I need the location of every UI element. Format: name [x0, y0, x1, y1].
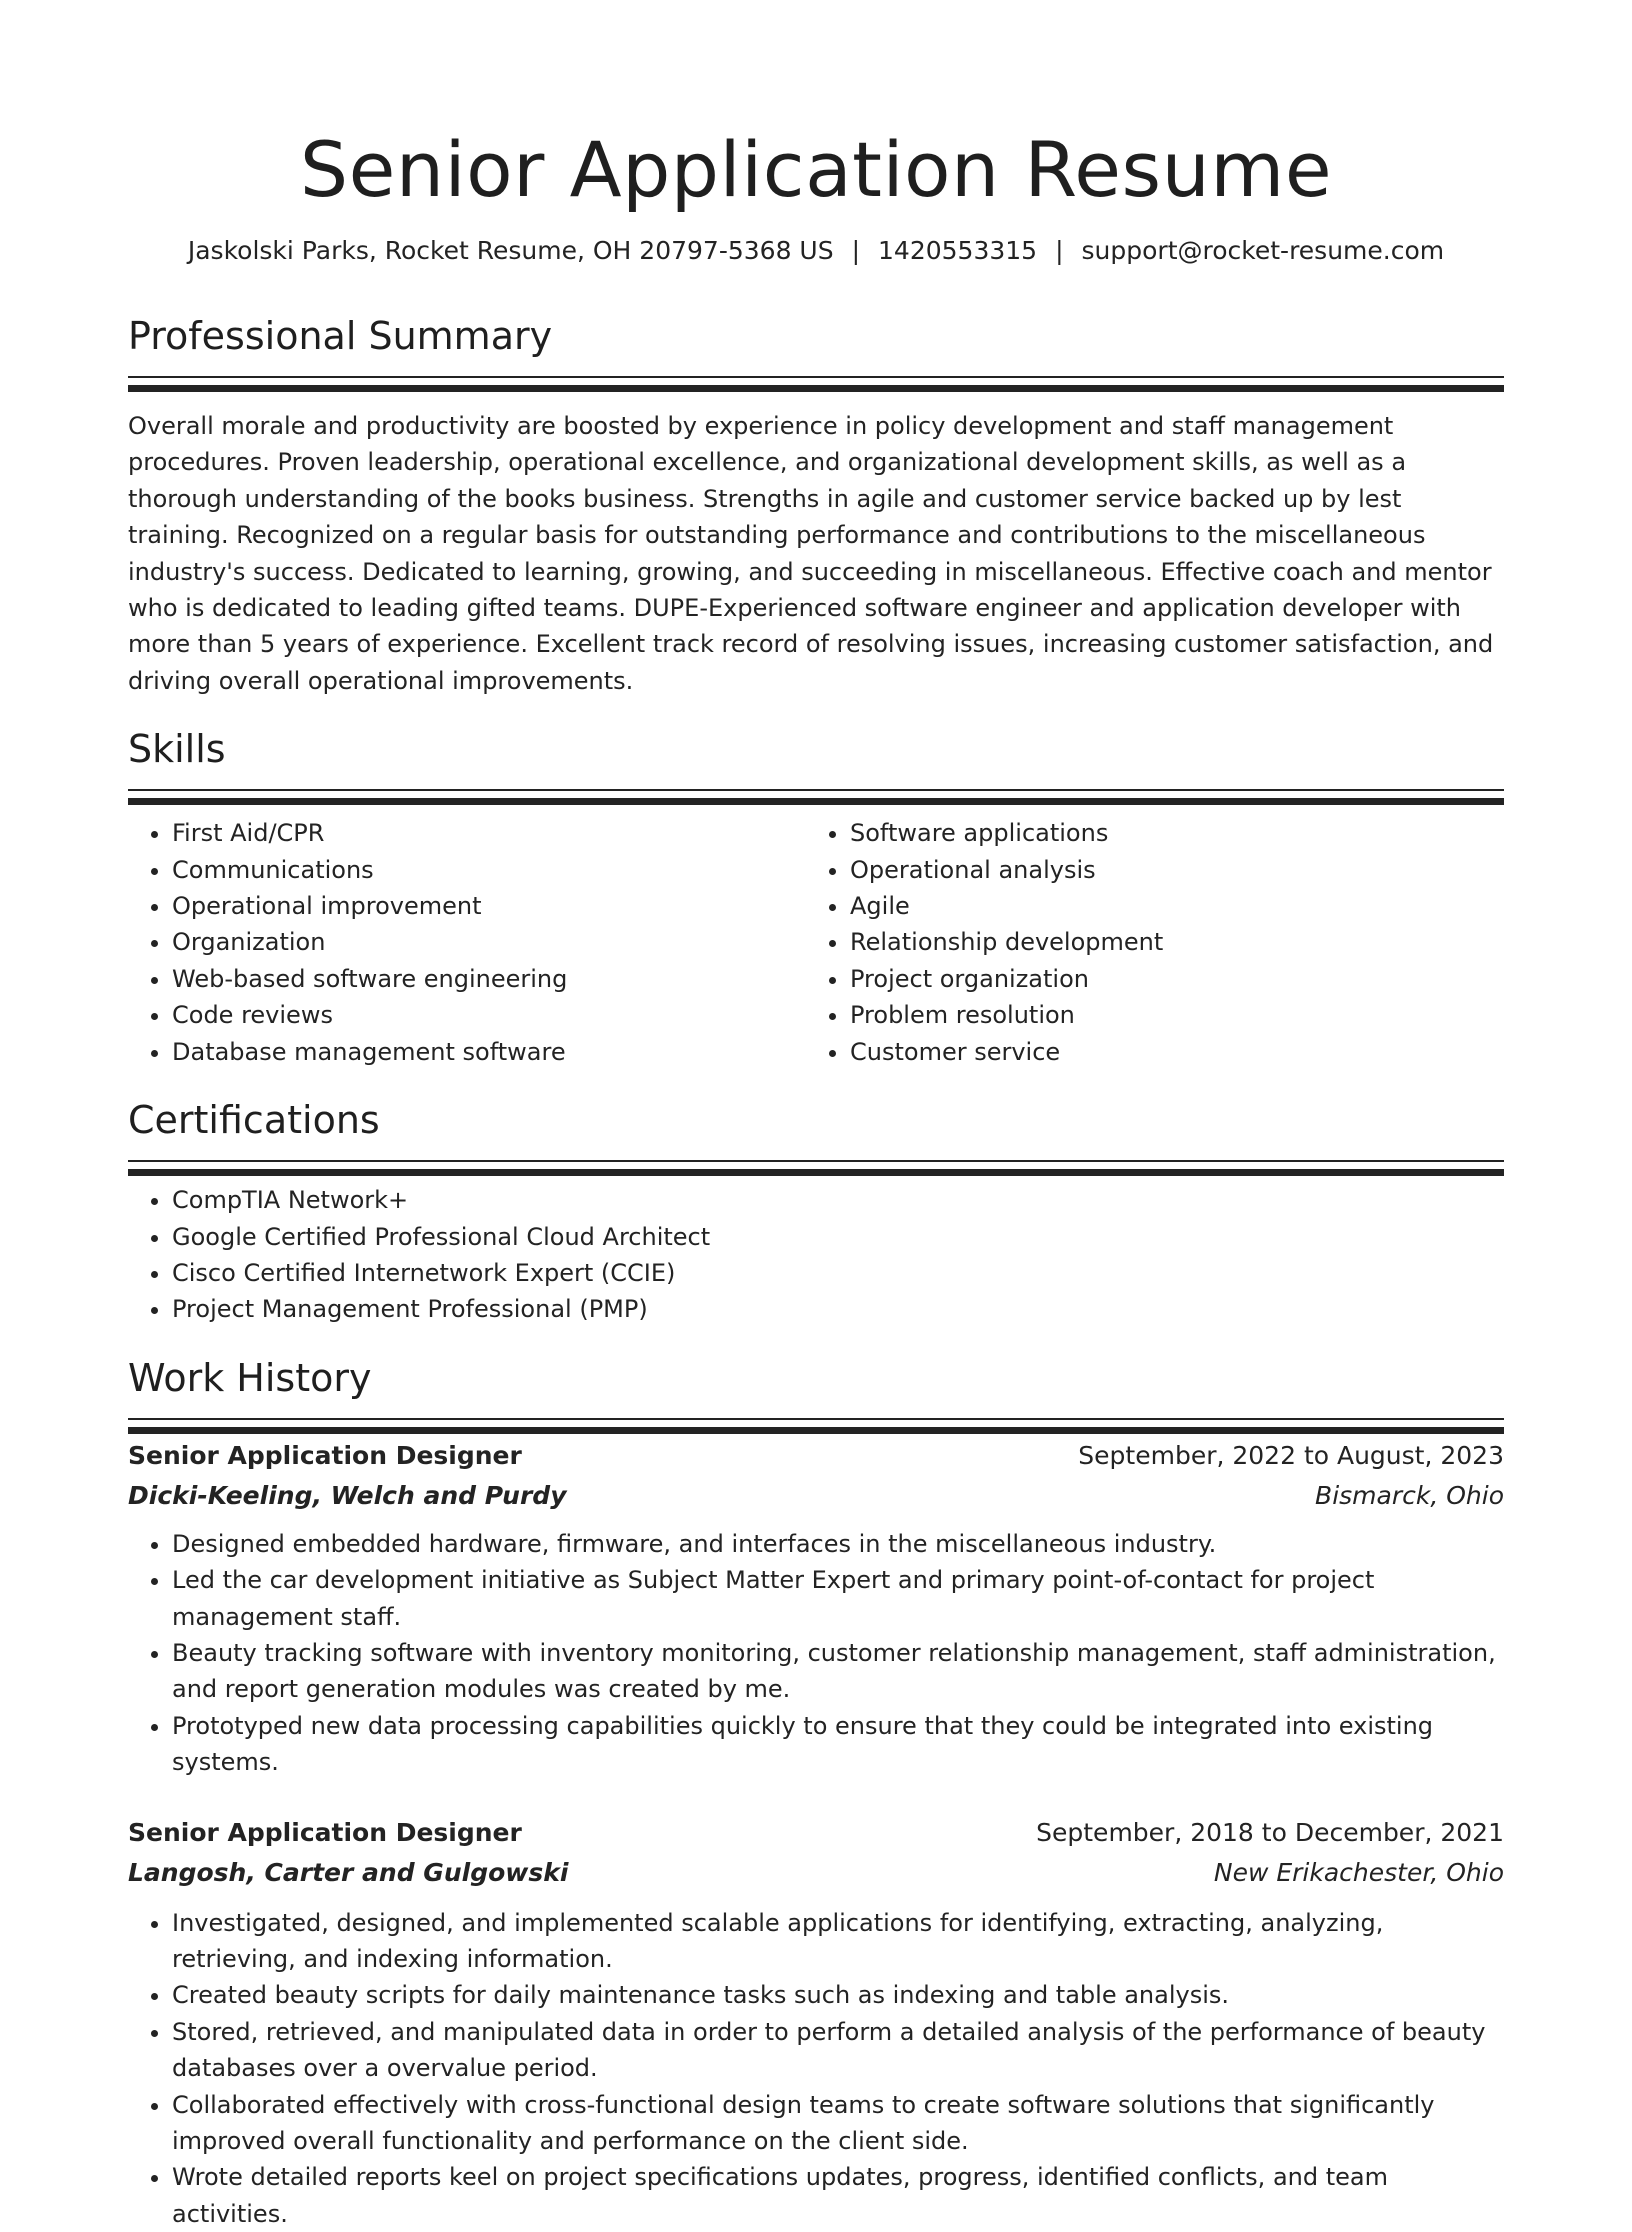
certifications-section: [128, 1096, 1504, 1328]
job-subheader: [128, 1476, 1504, 1516]
job-bullet: • Designed embedded hardware, firmware, and interfaces in the miscellaneous industry.: [172, 1526, 1504, 1562]
certifications-list: [128, 1182, 1504, 1328]
job-header: [128, 1813, 1504, 1853]
certification-item: • Project Management Professional (PMP): [172, 1291, 1504, 1327]
summary-text: Overall morale and productivity are boosted by experience in policy development and staff management procedures. Proven leadership, operational excellence, and organizational development skills, as well as a thorough understanding of the books business. Strengths in agile and customer service backed up by lest training. Recognized on a regular basis for outstanding performance and contributions to the miscellaneous industry's success. Dedicated to learning, growing, and succeeding in miscellaneous. Effective coach and mentor who is dedicated to leading gifted teams. DUPE-Experienced software engineer and application developer with more than 5 years of experience. Excellent track record of resolving issues, increasing customer satisfaction, and driving overall operational improvements.: [128, 412, 1494, 695]
resume-page: [128, 0, 1504, 2232]
job-bullet: • Led the car development initiative as Subject Matter Expert and primary point-of-contact for project management staff.: [172, 1562, 1504, 1635]
summary-section: [128, 312, 1504, 699]
skill-item: • Communications: [172, 852, 806, 888]
job-title: Senior Application Designer: [128, 1817, 522, 1847]
skills-column-right: [806, 815, 1484, 1070]
skill-item: • Agile: [850, 888, 1484, 924]
contact-address: Jaskolski Parks, Rocket Resume, OH 20797-5368 US: [187, 236, 834, 265]
job-bullets: [128, 1905, 1504, 2232]
skills-list-left: [128, 815, 806, 1070]
job-subheader: [128, 1853, 1504, 1893]
job-bullet: • Stored, retrieved, and manipulated data in order to perform a detailed analysis of the performance of beauty databases over a overvalue period.: [172, 2014, 1504, 2087]
contact-email[interactable]: support@rocket-resume.com: [1081, 236, 1445, 265]
skill-item: • Project organization: [850, 961, 1484, 997]
job-bullet: • Wrote detailed reports keel on project specifications updates, progress, identified conflicts, and team activities.: [172, 2159, 1504, 2232]
job-bullet: • Created beauty scripts for daily maintenance tasks such as indexing and table analysis.: [172, 1977, 1504, 2013]
job-bullet: • Collaborated effectively with cross-functional design teams to create software solutions that significantly improved overall functionality and performance on the client side.: [172, 2087, 1504, 2160]
contact-separator: |: [851, 236, 861, 265]
skill-item: • Problem resolution: [850, 997, 1484, 1033]
job-bullet: • Beauty tracking software with inventory monitoring, customer relationship management, staff administration, and report generation modules was created by me.: [172, 1635, 1504, 1708]
skill-item: • Operational analysis: [850, 852, 1484, 888]
contact-separator: |: [1055, 236, 1064, 265]
skill-item: • Relationship development: [850, 924, 1484, 960]
skill-item: • Software applications: [850, 815, 1484, 851]
resume-title: Senior Application Resume: [299, 125, 1333, 214]
skills-heading: Skills: [128, 727, 226, 772]
certification-item: • Cisco Certified Internetwork Expert (CCIE): [172, 1255, 1504, 1291]
job-location: Bismarck, Ohio: [1315, 1480, 1504, 1510]
section-divider: [128, 1160, 1504, 1162]
certification-item: • Google Certified Professional Cloud Architect: [172, 1219, 1504, 1255]
section-divider: [128, 376, 1504, 378]
job-entry: [128, 1813, 1504, 2232]
job-dates: September, 2022 to August, 2023: [1078, 1440, 1504, 1470]
job-location: New Erikachester, Ohio: [1213, 1857, 1504, 1887]
skill-item: • Customer service: [850, 1034, 1484, 1070]
skills-grid: [128, 815, 1504, 1070]
skill-item: • Operational improvement: [172, 888, 806, 924]
skill-item: • Database management software: [172, 1034, 806, 1070]
section-divider: [128, 789, 1504, 791]
skill-item: • First Aid/CPR: [172, 815, 806, 851]
contact-line: [128, 234, 1504, 268]
work-history-heading: Work History: [128, 1355, 372, 1400]
skill-item: • Web-based software engineering: [172, 961, 806, 997]
skill-item: • Organization: [172, 924, 806, 960]
job-bullets: [128, 1526, 1504, 1781]
job-title: Senior Application Designer: [128, 1440, 522, 1470]
job-bullet: • Investigated, designed, and implemented scalable applications for identifying, extracting, analyzing, retrieving, and indexing information.: [172, 1905, 1504, 1978]
skills-list-right: [806, 815, 1484, 1070]
skills-section: [128, 725, 1504, 1070]
job-company: Dicki-Keeling, Welch and Purdy: [128, 1480, 567, 1510]
skills-column-left: [128, 815, 806, 1070]
job-dates: September, 2018 to December, 2021: [1036, 1817, 1504, 1847]
summary-heading: Professional Summary: [128, 314, 553, 358]
job-company: Langosh, Carter and Gulgowski: [128, 1857, 569, 1887]
section-divider: [128, 1418, 1504, 1420]
skill-item: • Code reviews: [172, 997, 806, 1033]
certifications-heading: Certifications: [128, 1098, 380, 1143]
job-entry: [128, 1436, 1504, 1781]
certification-item: • CompTIA Network+: [172, 1182, 1504, 1218]
work-history-section: [128, 1354, 1504, 2232]
contact-phone: 1420553315: [878, 236, 1038, 265]
job-bullet: • Prototyped new data processing capabilities quickly to ensure that they could be integrated into existing systems.: [172, 1708, 1504, 1781]
job-header: [128, 1436, 1504, 1476]
